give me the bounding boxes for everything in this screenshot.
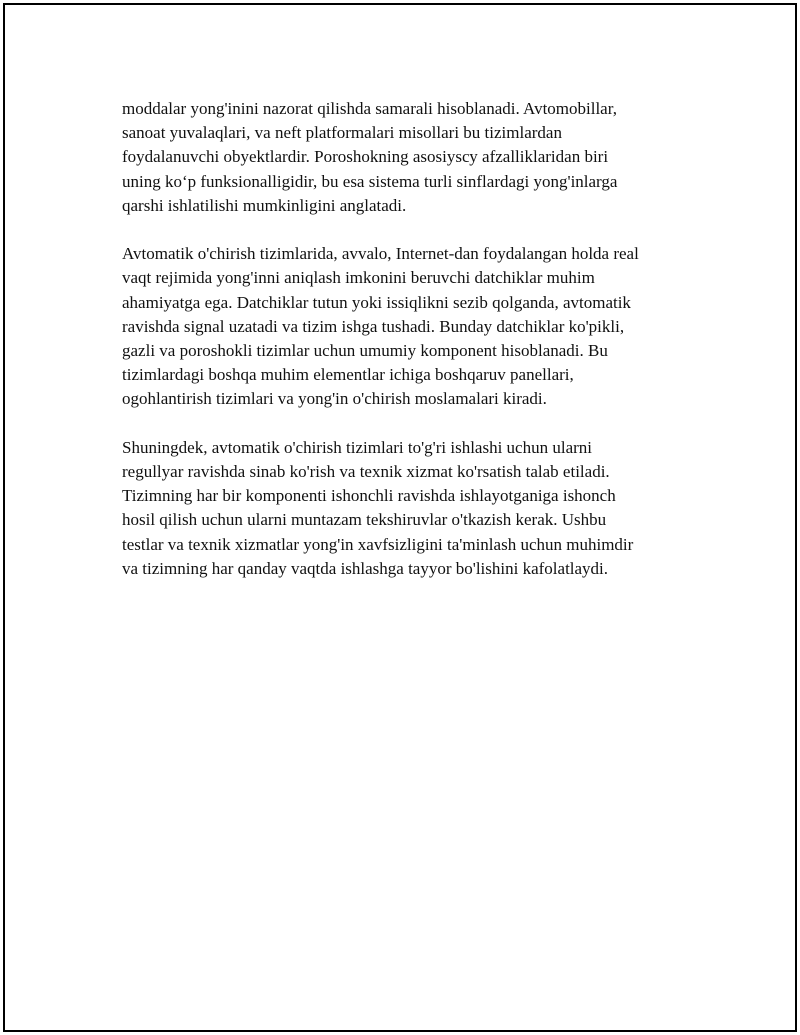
paragraph-line: Shuningdek, avtomatik o'chirish tizimlari to'g'ri ishlashi uchun ularni	[122, 437, 593, 457]
paragraph-line: regullyar ravishda sinab ko'rish va texnik xizmat ko'rsatish talab etiladi.	[122, 462, 610, 482]
paragraph-line: moddalar yong'inini nazorat qilishda samarali hisoblanadi. Avtomobillar,	[122, 99, 617, 118]
paragraph-line: ravishda signal uzatadi va tizim ishga tushadi. Bunday datchiklar ko'pikli,	[122, 316, 625, 336]
paragraph-line: ahamiyatga ega. Datchiklar tutun yoki issiqlikni sezib qolganda, avtomatik	[122, 292, 631, 312]
paragraph-3	[122, 436, 702, 581]
paragraph-line: sanoat yuvalaqlari, va neft platformalari misollari bu tizimlardan	[122, 123, 562, 143]
paragraph-line: testlar va texnik xizmatlar yong'in xavfsizligini ta'minlash uchun muhimdir	[122, 534, 634, 554]
paragraph-line: qarshi ishlatilishi mumkinligini anglatadi.	[122, 195, 407, 215]
paragraph-line: uning koʻp funksionalligidir, bu esa sistema turli sinflardagi yong'inlarga	[122, 171, 618, 191]
paragraph-line: ogohlantirish tizimlari va yong'in o'chirish moslamalari kiradi.	[122, 389, 547, 409]
document-body	[122, 97, 702, 605]
page-frame	[3, 3, 797, 1032]
paragraph-1	[122, 97, 702, 218]
paragraph-line: hosil qilish uchun ularni muntazam tekshiruvlar o'tkazish kerak. Ushbu	[122, 510, 607, 530]
paragraph-line: foydalanuvchi obyektlardir. Poroshokning asosiysсу afzalliklaridan biri	[122, 147, 609, 167]
paragraph-line: Tizimning har bir komponenti ishonchli ravishda ishlayotganiga ishonch	[122, 486, 616, 506]
paragraph-line: gazli va poroshokli tizimlar uchun umumiy komponent hisoblanadi. Bu	[122, 341, 608, 361]
paragraph-line: tizimlardagi boshqa muhim elementlar ichiga boshqaruv panellari,	[122, 365, 574, 385]
paragraph-2	[122, 242, 702, 411]
paragraph-line: vaqt rejimida yong'inni aniqlash imkonini beruvchi datchiklar muhim	[122, 268, 595, 288]
paragraph-line: va tizimning har qanday vaqtda ishlashga tayyor bo'lishini kafolatlaydi.	[122, 558, 609, 578]
paragraph-line: Avtomatik o'chirish tizimlarida, avvalo, Internet-dan foydalangan holda real	[122, 244, 639, 264]
